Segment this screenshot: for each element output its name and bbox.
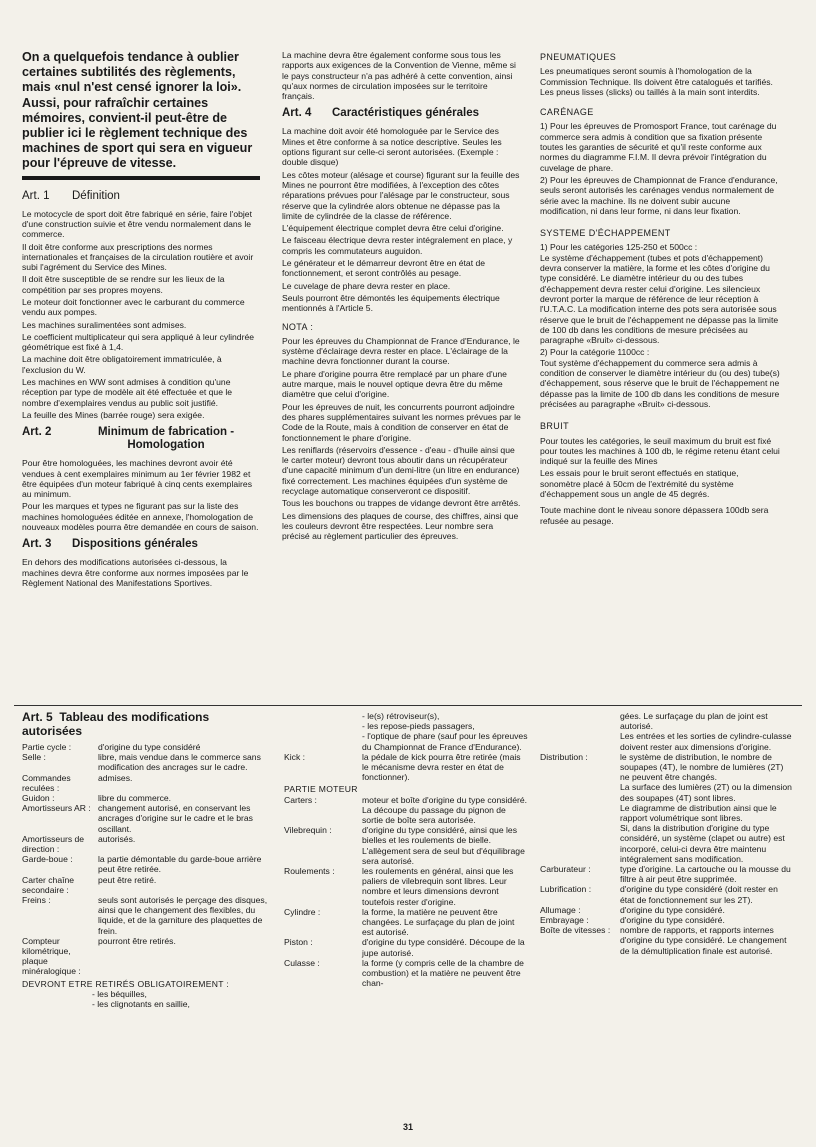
paragraph: Le cuvelage de phare devra rester en place. <box>282 280 451 291</box>
partie-moteur-heading: PARTIE MOTEUR <box>284 784 358 795</box>
art1-title: Définition <box>72 189 120 202</box>
paragraph: Il doit être conforme aux prescriptions des normes internationales et françaises de la circulation routière et avoir subi l'agrément du Service des Mines. <box>22 241 254 273</box>
list-item: 2) Pour la catégorie 1100cc : Tout système d'échappement du commerce sera admis à condition de conserver le diamètre intérieur du (ou des) tube(s) d'échappement, sous réserve que le bruit de l'échappement ne dépasse pas la limite de 100 db dans les conditions de mesure précisées au paragraphe «Bruit» ci-dessous. <box>540 347 780 409</box>
row-value: type d'origine. La cartouche ou la mousse du filtre à air peut être supprimée. <box>620 864 791 885</box>
table-row <box>22 875 272 895</box>
table-row <box>284 866 528 907</box>
row-label: Culasse : <box>284 957 320 968</box>
paragraph: La feuille des Mines (barrée rouge) sera exigée. <box>22 409 205 420</box>
devront-list <box>22 989 272 1009</box>
nota-body <box>282 336 522 400</box>
paragraph: La machine doit avoir été homologuée par le Service des Mines et être conforme à sa notice descriptive. Seules les options figurant sur celle-ci seront autorisées. (Exemple : double disque) <box>282 126 502 168</box>
row-value: le système de distribution, le nombre de soupapes (4T), le nombre de lumières (2T) ne peuvent être changés. La surface des lumières (2T) ou la dimension des soupapes (4T) sont libres. Le diagramme de distribution ainsi que le rapport volumétrique sont libres. Si, dans la distribution d'origine du type considéré, un système (clapet ou autre) est incorporé, celui-ci devra être maintenu intégralement sans modification. <box>620 751 792 864</box>
table-row <box>284 795 528 826</box>
table-row <box>284 958 528 989</box>
paragraph: Pour les marques et types ne figurant pas sur la liste des machines homologuées éditée en annexe, l'homologation de nouveaux modèles pourra être demandée en cours de saison. <box>22 501 259 533</box>
page-number: 31 <box>402 1122 413 1132</box>
list-item: 2) Pour les épreuves de Championnat de France d'endurance, seuls seront autorisés les carénages vendus normalement de série avec la machine. Ils ne doivent subir aucune modification, ni dans leur forme, ni dans leur fixation. <box>540 174 778 216</box>
art5-number: Art. 5 <box>22 710 53 724</box>
table-row <box>284 937 528 957</box>
list-item: - les béquilles, <box>92 988 147 999</box>
art3-body <box>22 557 260 588</box>
row-label: Boîte de vitesses : <box>540 925 611 936</box>
row-label: Freins : <box>22 895 51 906</box>
nota-label: NOTA : <box>282 321 314 332</box>
table-row <box>22 803 272 834</box>
table-row <box>22 936 272 977</box>
paragraph: Les essais pour le bruit seront effectués en statique, sonomètre placé à 50cm de l'extrémité du système d'échappement sous un angle de 45 degrés. <box>540 468 739 499</box>
row-value: la forme (y compris celle de la chambre de combustion) et la matière ne peuvent être chan- <box>362 957 524 989</box>
row-value: les roulements en général, ainsi que les paliers de vilebrequin sont libres. Leur nombre et leurs dimensions devront toutefois rester d'origine. <box>362 866 514 907</box>
paragraph: Pour les épreuves du Championnat de France d'Endurance, le système d'éclairage devra rester en place. L'éclairage de la machine devra fonctionner durant la course. <box>282 335 520 367</box>
art3-title: Dispositions générales <box>72 538 198 551</box>
row-value: la partie démontable du garde-boue arrière peut être retirée. <box>98 854 262 875</box>
paragraph: En dehors des modifications autorisées ci-dessous, la machines devra être conforme aux normes imposées par le Règlement National des Manifestations Sportives. <box>22 557 249 588</box>
row-label: Amortisseurs AR : <box>22 803 91 814</box>
row-label: Cylindre : <box>284 906 321 917</box>
art5-heading <box>22 711 272 738</box>
table-row <box>540 752 794 864</box>
row-value: d'origine du type considéré. <box>620 915 725 926</box>
row-label: Commandes reculées : <box>22 772 71 793</box>
row-label: Carters : <box>284 794 317 805</box>
paragraph: Le motocycle de sport doit être fabriqué en série, faire l'objet d'une construction suivie et être vendu normalement dans le commerce. <box>22 208 252 240</box>
intro-paragraph: On a quelquefois tendance à oublier certaines subtilités des règlements, mais «nul n'est censé ignorer la loi». Aussi, pour rafraîchir certaines mémoires, convient-il peut-être de publier ici le règlement technique des machines de sport qui sera en vigueur pour l'épreuve de vitesse. <box>22 50 253 171</box>
art4-title: Caractéristiques générales <box>332 107 480 120</box>
row-value: moteur et boîte d'origine du type considéré. La découpe du passage du pignon de sortie de boîte sera autorisée. <box>362 794 528 826</box>
row-value: peut être retiré. <box>98 874 157 885</box>
table-row <box>540 864 794 884</box>
carenage-heading: CARÉNAGE <box>540 107 594 118</box>
paragraph: Le générateur et le démarreur devront être en état de fonctionnement, et seront contrôlés au pesage. <box>282 258 486 279</box>
row-value: la forme, la matière ne peuvent être changées. Le surfaçage du plan de joint est autorisé. <box>362 906 515 938</box>
paragraph: Les reniflards (réservoirs d'essence - d'eau - d'huile ainsi que le carter moteur) devront tous aboutir dans un récupérateur d'une capacité minimum d'un demi-litre (un litre en endurance) fixé correctement. Les machines équipées d'un système de recyclage automatique conserveront ce dispositif. <box>282 444 520 496</box>
paragraph: La machine devra être également conforme sous tous les rapports aux exigences de la Convention de Vienne, même si le pays constructeur n'a pas adhéré à cette convention, ainsi qu'aux normes de circulation imposées sur le territoire français. <box>282 50 516 102</box>
devront-heading: DEVRONT ETRE RETIRÉS OBLIGATOIREMENT : <box>22 978 230 989</box>
row-label: Roulements : <box>284 866 335 877</box>
divider-rule <box>22 176 260 180</box>
table-row <box>22 742 272 752</box>
column-right <box>540 50 780 528</box>
paragraph: Les pneumatiques seront soumis à l'homologation de la Commission Technique. Ils doivent être catalogués et tarifiés. Les pneus lisses (slicks) ou taillés à la main sont interdits. <box>540 66 773 97</box>
art5-title: Tableau des modifications autorisées <box>22 710 210 738</box>
table-row <box>284 825 528 866</box>
art2-number: Art. 2 <box>22 426 52 439</box>
paragraph: Toute machine dont le niveau sonore dépassera 100db sera refusée au pesage. <box>540 505 769 526</box>
art2-body <box>22 458 260 532</box>
paragraph: Le moteur doit fonctionner avec le carburant du commerce vendu aux pompes. <box>22 297 245 318</box>
row-label: Selle : <box>22 752 46 763</box>
row-value: libre du commerce. <box>98 793 172 804</box>
row-value: d'origine du type considéré (doit rester en état de fonctionnement sur les 2T). <box>620 884 778 905</box>
art2-heading <box>22 426 260 452</box>
paragraph: Pour toutes les catégories, le seuil maximum du bruit est fixé pour toutes les machines à 100 db, le régime retenu étant celui indiqué sur la feuille des Mines <box>540 435 780 467</box>
column-middle <box>282 50 522 543</box>
pneumatiques-heading: PNEUMATIQUES <box>540 52 617 62</box>
art4-body <box>282 126 522 313</box>
list-item: 1) Pour les épreuves de Promosport France, tout carénage du commerce sera admis à condition que sa fixation présente toutes les garanties de sécurité et qu'il reste conforme aux normes du diagramme F.I.M. Il devra prévoir l'intégration du cuvelage de phare. <box>540 121 777 173</box>
row-value: d'origine du type considéré, ainsi que les bielles et les roulements de bielle. L'allègement sera de seul but d'équilibrage sera autorisé. <box>362 825 525 866</box>
art4-continued <box>282 402 522 542</box>
paragraph: Les machines en WW sont admises à condition qu'une réception par type de modèle ait été effectuée et que le nombre d'exemplaires vendus au public soit justifié. <box>22 377 233 408</box>
art5-column-1 <box>22 711 272 1009</box>
table-row <box>540 915 794 925</box>
row-value: nombre de rapports, et rapports internes d'origine du type considéré. Le changement de la démultiplication finale est autorisé. <box>620 925 787 956</box>
art1-heading <box>22 190 260 203</box>
paragraph: Les machines suralimentées sont admises. <box>22 319 187 330</box>
list-item: - le(s) rétroviseur(s), <box>362 711 440 721</box>
row-label: Garde-boue : <box>22 854 73 865</box>
table-row <box>22 834 272 854</box>
row-label: Amortisseurs de direction : <box>22 833 85 855</box>
row-label: Guidon : <box>22 793 55 804</box>
table-row <box>540 905 794 915</box>
table-row <box>540 884 794 904</box>
paragraph: La machine doit être obligatoirement immatriculée, à l'exclusion du W. <box>22 354 222 375</box>
art3-heading <box>22 538 260 551</box>
paragraph: Pour les épreuves de nuit, les concurrents pourront adjoindre des phares supplémentaires suivant les normes prévues par le Code de la Route, mais à condition de conserver en état de fonctionnement le phare d'origine. <box>282 401 521 443</box>
row-value: libre, mais vendue dans le commerce sans modification des ancrages sur le cadre. <box>98 752 261 773</box>
section-divider <box>14 705 802 706</box>
echappement-heading: SYSTEME D'ÉCHAPPEMENT <box>540 228 671 239</box>
table-row <box>540 925 794 956</box>
row-value: la pédale de kick pourra être retirée (mais le mécanisme devra rester en état de fonctionner). <box>362 751 521 783</box>
culasse-continued: gées. Le surfaçage du plan de joint est autorisé. Les entrées et les sorties de cylindre-culasse doivent rester aux dimensions d'origine. <box>620 711 792 752</box>
row-value: d'origine du type considéré <box>98 742 201 752</box>
paragraph: Les côtes moteur (alésage et course) figurant sur la feuille des Mines ne pourront être modifiées, à l'exception des côtes réparations prévues pour l'alésage par le constructeur, sous réserve que la cylindrée alors obtenue ne dépasse pas la limite de cylindrée de la classe de référence. <box>282 169 520 221</box>
table-row <box>284 752 528 783</box>
row-value: autorisés. <box>98 833 136 844</box>
paragraph: Il doit être susceptible de se rendre sur les lieux de la compétition par ses propres moyens. <box>22 274 225 295</box>
table-row <box>22 773 272 793</box>
row-label: Carter chaîne secondaire : <box>22 874 75 895</box>
row-label: Compteur kilométrique, plaque minéralogique : <box>22 935 81 977</box>
row-value: d'origine du type considéré. <box>620 904 725 915</box>
paragraph: Le coefficient multiplicateur qui sera appliqué à leur cylindrée géométrique est fixé à 1,4. <box>22 331 255 353</box>
art5-column-2 <box>284 711 528 988</box>
art1-number: Art. 1 <box>22 189 50 202</box>
table-row <box>284 907 528 938</box>
row-label: Lubrification : <box>540 884 592 895</box>
row-label: Embrayage : <box>540 915 589 926</box>
row-value: seuls sont autorisés le perçage des disques, ainsi que le changement des flexibles, du liquide, et de la garniture des plaquettes de frein. <box>98 895 268 936</box>
list-item: 1) Pour les catégories 125-250 et 500cc : Le système d'échappement (tubes et pots d'échappement) devra conserver la matière, la forme et les côtes d'origine du type considéré. Le diamètre intérieur du ou des tubes d'échappement devra rester celui d'origine. Les silencieux devront porter la marque de référence de leur réception à l'U.T.A.C. La modification interne des pots sera autorisée sous réserve que le bruit de l'échappement ne dépasse pas la limite de 100 db dans les conditions de mesure précisées au paragraphe «Bruit» ci-dessous. <box>540 242 779 346</box>
paragraph: L'équipement électrique complet devra être celui d'origine. <box>282 223 504 234</box>
row-label: Vilebrequin : <box>284 825 332 836</box>
art4-heading <box>282 107 522 120</box>
table-row <box>22 752 272 772</box>
column-left <box>22 50 260 590</box>
row-value: changement autorisé, en conservant les ancrages d'origine sur le cadre et le bras oscillant. <box>98 803 253 834</box>
row-value: d'origine du type considéré. Découpe de la jupe autorisé. <box>362 937 525 958</box>
art2-title: Minimum de fabrication - Homologation <box>97 426 235 452</box>
paragraph: Le faisceau électrique devra rester intégralement en place, y compris les commutateurs auguidon. <box>282 235 513 256</box>
row-label: Partie cycle : <box>22 742 72 752</box>
art5-column-3 <box>540 711 794 956</box>
art1-body <box>22 209 260 421</box>
row-value: pourront être retirés. <box>98 935 176 946</box>
bruit-heading: BRUIT <box>540 421 569 432</box>
table-row <box>22 793 272 803</box>
row-label: Distribution : <box>540 751 588 762</box>
list-item: - l'optique de phare (sauf pour les épreuves du Championnat de France d'Endurance). <box>362 731 528 752</box>
row-label: Piston : <box>284 937 313 948</box>
paragraph: Tous les bouchons ou trappes de vidange devront être arrêtés. <box>282 498 521 509</box>
row-label: Kick : <box>284 751 306 762</box>
art4-number: Art. 4 <box>282 107 312 120</box>
list-item: - les repose-pieds passagers, <box>362 721 475 732</box>
table-row <box>22 895 272 936</box>
table-row <box>22 854 272 874</box>
row-label: Allumage : <box>540 904 581 915</box>
art3-number: Art. 3 <box>22 538 52 551</box>
paragraph: Pour être homologuées, les machines devront avoir été vendues à cent exemplaires minimum au 1er février 1982 et être équipées d'un moteur fabriqué à cinq cents exemplaires au minimum. <box>22 458 252 500</box>
list-item: - les clignotants en saillie, <box>92 999 190 1010</box>
paragraph: Le phare d'origine pourra être remplacé par un phare d'une autre marque, mais le nouvel optique devra être du même diamètre que celui d'origine. <box>282 368 507 400</box>
devront-list-continued <box>284 711 528 752</box>
row-value: admises. <box>98 772 133 783</box>
paragraph: Seuls pourront être démontés les équipements électrique mentionnés à l'Article 5. <box>282 292 500 314</box>
paragraph: Les dimensions des plaques de course, des chiffres, ainsi que les couleurs devront être respectées. Leur nombre sera précisé au règlement particulier des épreuves. <box>282 510 519 542</box>
row-label: Carburateur : <box>540 864 591 875</box>
